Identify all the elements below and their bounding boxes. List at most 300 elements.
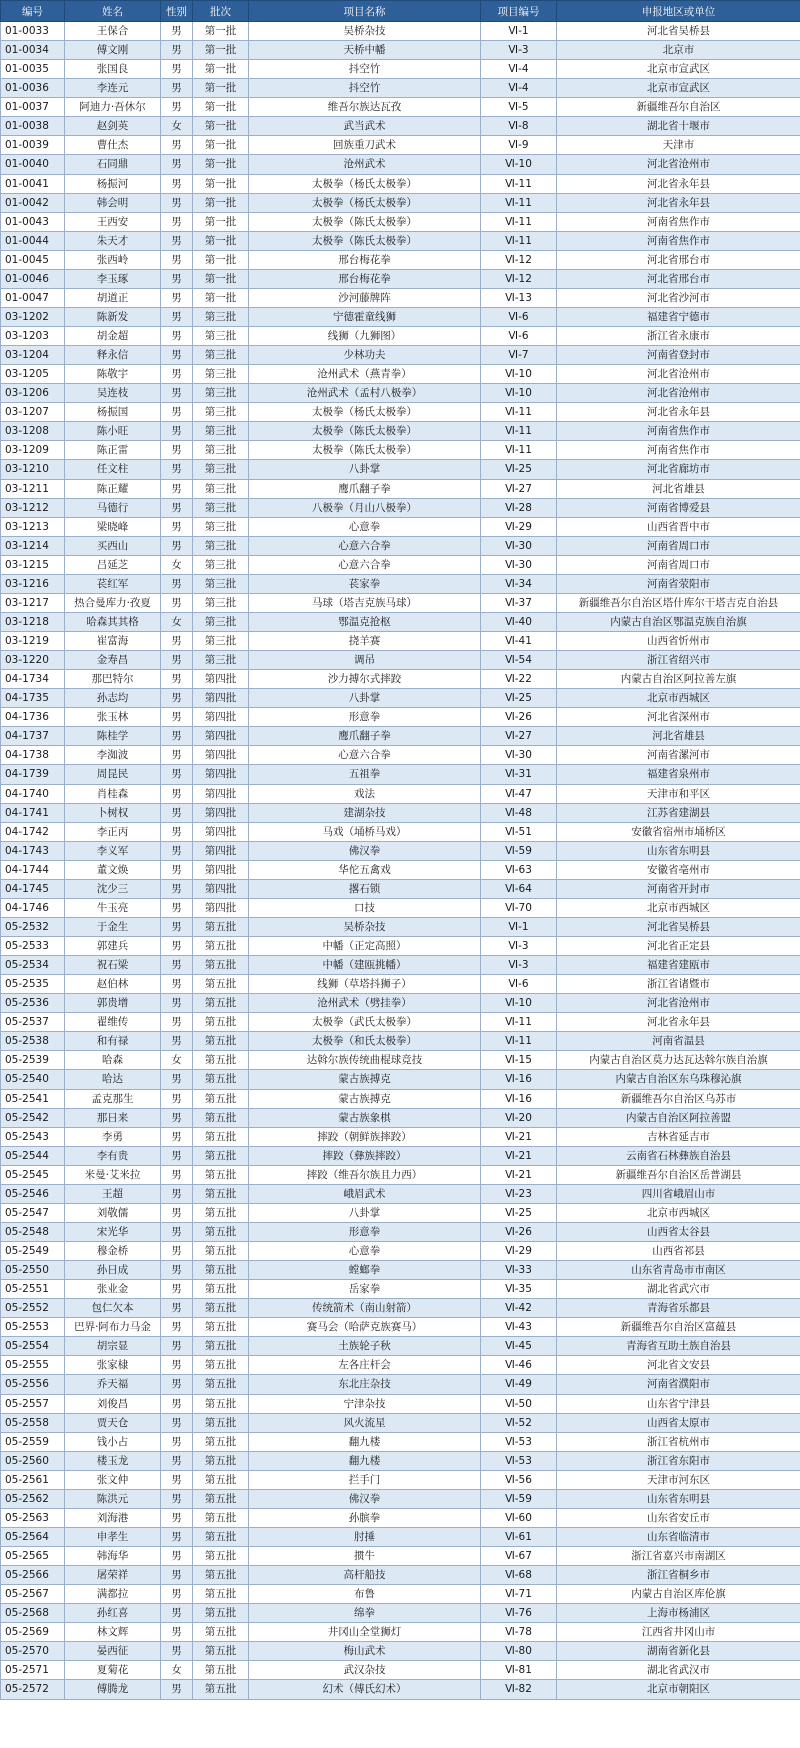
table-row[interactable] bbox=[1, 536, 800, 555]
table-row[interactable] bbox=[1, 574, 800, 593]
table-row[interactable] bbox=[1, 1566, 800, 1585]
cell-gender: 男 bbox=[161, 1585, 193, 1604]
cell-project-name: 左各庄杆会 bbox=[249, 1356, 481, 1375]
cell-gender: 男 bbox=[161, 441, 193, 460]
cell-project-name: 中幡（建瓯挑幡） bbox=[249, 956, 481, 975]
table-row[interactable] bbox=[1, 784, 800, 803]
table-row[interactable] bbox=[1, 498, 800, 517]
table-row[interactable] bbox=[1, 422, 800, 441]
cell-project-name: 太极拳（陈氏太极拳） bbox=[249, 422, 481, 441]
table-row[interactable] bbox=[1, 1032, 800, 1051]
table-row[interactable] bbox=[1, 212, 800, 231]
cell-name: 林文辉 bbox=[65, 1623, 161, 1642]
table-row[interactable] bbox=[1, 1146, 800, 1165]
table-row[interactable] bbox=[1, 479, 800, 498]
table-row[interactable] bbox=[1, 269, 800, 288]
table-row[interactable] bbox=[1, 136, 800, 155]
cell-region: 北京市西城区 bbox=[557, 898, 800, 917]
cell-project-code: Ⅵ-50 bbox=[481, 1394, 557, 1413]
table-row[interactable] bbox=[1, 41, 800, 60]
cell-region: 浙江省嘉兴市南湖区 bbox=[557, 1547, 800, 1566]
cell-gender: 男 bbox=[161, 1356, 193, 1375]
cell-region: 河南省开封市 bbox=[557, 879, 800, 898]
table-row[interactable] bbox=[1, 327, 800, 346]
cell-batch: 第五批 bbox=[193, 1318, 249, 1337]
cell-id: 03-1205 bbox=[1, 365, 65, 384]
table-row[interactable] bbox=[1, 441, 800, 460]
cell-project-code: Ⅵ-40 bbox=[481, 612, 557, 631]
table-row[interactable] bbox=[1, 1413, 800, 1432]
cell-id: 03-1208 bbox=[1, 422, 65, 441]
cell-project-code: Ⅵ-51 bbox=[481, 822, 557, 841]
cell-project-name: 高杆船技 bbox=[249, 1566, 481, 1585]
table-row[interactable] bbox=[1, 1661, 800, 1680]
table-row[interactable] bbox=[1, 994, 800, 1013]
cell-region: 北京市西城区 bbox=[557, 689, 800, 708]
cell-project-code: Ⅵ-5 bbox=[481, 98, 557, 117]
table-row[interactable] bbox=[1, 689, 800, 708]
cell-gender: 男 bbox=[161, 574, 193, 593]
cell-id: 05-2540 bbox=[1, 1070, 65, 1089]
table-row[interactable] bbox=[1, 460, 800, 479]
cell-name: 释永信 bbox=[65, 346, 161, 365]
cell-project-name: 吴桥杂技 bbox=[249, 917, 481, 936]
cell-gender: 男 bbox=[161, 937, 193, 956]
cell-id: 04-1735 bbox=[1, 689, 65, 708]
cell-name: 郭建兵 bbox=[65, 937, 161, 956]
table-row[interactable] bbox=[1, 1680, 800, 1699]
cell-project-code: Ⅵ-10 bbox=[481, 384, 557, 403]
table-row[interactable] bbox=[1, 1222, 800, 1241]
table-row[interactable] bbox=[1, 917, 800, 936]
cell-id: 05-2567 bbox=[1, 1585, 65, 1604]
cell-region: 江西省井冈山市 bbox=[557, 1623, 800, 1642]
cell-name: 哈森其其格 bbox=[65, 612, 161, 631]
cell-project-name: 鹰爪翻子拳 bbox=[249, 479, 481, 498]
cell-batch: 第五批 bbox=[193, 1222, 249, 1241]
cell-region: 河北省邢台市 bbox=[557, 250, 800, 269]
cell-id: 01-0043 bbox=[1, 212, 65, 231]
cell-region: 北京市西城区 bbox=[557, 1203, 800, 1222]
table-row[interactable] bbox=[1, 1470, 800, 1489]
table-row[interactable] bbox=[1, 746, 800, 765]
table-row[interactable] bbox=[1, 174, 800, 193]
cell-name: 陈正耀 bbox=[65, 479, 161, 498]
table-row[interactable] bbox=[1, 60, 800, 79]
column-header-batch[interactable]: 批次 bbox=[193, 1, 249, 22]
cell-id: 01-0035 bbox=[1, 60, 65, 79]
cell-region: 内蒙古自治区莫力达瓦达斡尔族自治旗 bbox=[557, 1051, 800, 1070]
cell-gender: 男 bbox=[161, 1527, 193, 1546]
cell-name: 郭贵增 bbox=[65, 994, 161, 1013]
cell-gender: 男 bbox=[161, 1280, 193, 1299]
cell-project-code: Ⅵ-59 bbox=[481, 841, 557, 860]
column-header-project-code[interactable]: 项目编号 bbox=[481, 1, 557, 22]
cell-project-name: 太极拳（陈氏太极拳） bbox=[249, 212, 481, 231]
cell-project-code: Ⅵ-42 bbox=[481, 1299, 557, 1318]
cell-batch: 第五批 bbox=[193, 1451, 249, 1470]
cell-name: 赵剑英 bbox=[65, 117, 161, 136]
cell-project-name: 调吊 bbox=[249, 651, 481, 670]
cell-id: 01-0041 bbox=[1, 174, 65, 193]
cell-name: 石同鼎 bbox=[65, 155, 161, 174]
cell-id: 03-1219 bbox=[1, 632, 65, 651]
cell-project-code: Ⅵ-11 bbox=[481, 231, 557, 250]
cell-gender: 男 bbox=[161, 803, 193, 822]
table-row[interactable] bbox=[1, 1261, 800, 1280]
table-row[interactable] bbox=[1, 1394, 800, 1413]
table-row[interactable] bbox=[1, 288, 800, 307]
cell-id: 05-2546 bbox=[1, 1184, 65, 1203]
table-row[interactable] bbox=[1, 1508, 800, 1527]
cell-id: 05-2533 bbox=[1, 937, 65, 956]
cell-id: 05-2572 bbox=[1, 1680, 65, 1699]
table-row[interactable] bbox=[1, 155, 800, 174]
cell-region: 河南省焦作市 bbox=[557, 422, 800, 441]
cell-gender: 男 bbox=[161, 727, 193, 746]
cell-batch: 第五批 bbox=[193, 1280, 249, 1299]
cell-project-name: 孙膑拳 bbox=[249, 1508, 481, 1527]
table-row[interactable] bbox=[1, 975, 800, 994]
cell-region: 新疆维吾尔自治区 bbox=[557, 98, 800, 117]
cell-region: 内蒙古自治区阿拉善左旗 bbox=[557, 670, 800, 689]
cell-project-code: Ⅵ-4 bbox=[481, 79, 557, 98]
cell-region: 天津市 bbox=[557, 136, 800, 155]
cell-region: 河北省吴桥县 bbox=[557, 22, 800, 41]
cell-batch: 第五批 bbox=[193, 1642, 249, 1661]
table-row[interactable] bbox=[1, 841, 800, 860]
cell-batch: 第一批 bbox=[193, 269, 249, 288]
table-row[interactable] bbox=[1, 1203, 800, 1222]
table-row[interactable] bbox=[1, 1432, 800, 1451]
table-row[interactable] bbox=[1, 384, 800, 403]
cell-batch: 第一批 bbox=[193, 22, 249, 41]
cell-batch: 第一批 bbox=[193, 155, 249, 174]
cell-region: 河南省焦作市 bbox=[557, 231, 800, 250]
cell-gender: 男 bbox=[161, 1680, 193, 1699]
table-row[interactable] bbox=[1, 879, 800, 898]
table-row[interactable] bbox=[1, 79, 800, 98]
cell-region: 河北省文安县 bbox=[557, 1356, 800, 1375]
table-row[interactable] bbox=[1, 1108, 800, 1127]
cell-id: 05-2545 bbox=[1, 1165, 65, 1184]
cell-region: 河北省沧州市 bbox=[557, 994, 800, 1013]
cell-project-code: Ⅵ-81 bbox=[481, 1661, 557, 1680]
cell-gender: 男 bbox=[161, 498, 193, 517]
table-row[interactable] bbox=[1, 98, 800, 117]
table-row[interactable] bbox=[1, 1356, 800, 1375]
cell-project-code: Ⅵ-70 bbox=[481, 898, 557, 917]
table-row[interactable] bbox=[1, 403, 800, 422]
cell-region: 河北省吴桥县 bbox=[557, 917, 800, 936]
cell-batch: 第一批 bbox=[193, 174, 249, 193]
table-row[interactable] bbox=[1, 365, 800, 384]
cell-id: 05-2563 bbox=[1, 1508, 65, 1527]
cell-batch: 第三批 bbox=[193, 498, 249, 517]
cell-project-name: 撂石锁 bbox=[249, 879, 481, 898]
cell-id: 05-2557 bbox=[1, 1394, 65, 1413]
cell-batch: 第四批 bbox=[193, 803, 249, 822]
cell-batch: 第五批 bbox=[193, 1508, 249, 1527]
cell-project-name: 沧州武术（劈挂拳） bbox=[249, 994, 481, 1013]
cell-gender: 男 bbox=[161, 60, 193, 79]
cell-batch: 第三批 bbox=[193, 460, 249, 479]
table-row[interactable] bbox=[1, 822, 800, 841]
cell-id: 05-2536 bbox=[1, 994, 65, 1013]
table-row[interactable] bbox=[1, 651, 800, 670]
table-row[interactable] bbox=[1, 1337, 800, 1356]
cell-project-name: 挠羊赛 bbox=[249, 632, 481, 651]
cell-name: 马德行 bbox=[65, 498, 161, 517]
cell-project-code: Ⅵ-33 bbox=[481, 1261, 557, 1280]
cell-project-name: 蒙古族搏克 bbox=[249, 1070, 481, 1089]
table-row[interactable] bbox=[1, 1242, 800, 1261]
cell-id: 03-1210 bbox=[1, 460, 65, 479]
table-row[interactable] bbox=[1, 860, 800, 879]
table-row[interactable] bbox=[1, 593, 800, 612]
cell-id: 01-0038 bbox=[1, 117, 65, 136]
cell-project-code: Ⅵ-48 bbox=[481, 803, 557, 822]
cell-name: 包仁欠本 bbox=[65, 1299, 161, 1318]
cell-project-code: Ⅵ-71 bbox=[481, 1585, 557, 1604]
cell-project-name: 回族重刀武术 bbox=[249, 136, 481, 155]
cell-batch: 第五批 bbox=[193, 1032, 249, 1051]
cell-project-code: Ⅵ-1 bbox=[481, 22, 557, 41]
cell-region: 新疆维吾尔自治区富蕴县 bbox=[557, 1318, 800, 1337]
cell-project-code: Ⅵ-6 bbox=[481, 307, 557, 326]
cell-name: 于金生 bbox=[65, 917, 161, 936]
cell-batch: 第三批 bbox=[193, 479, 249, 498]
cell-project-name: 布鲁 bbox=[249, 1585, 481, 1604]
cell-region: 山西省太谷县 bbox=[557, 1222, 800, 1241]
table-row[interactable] bbox=[1, 1527, 800, 1546]
cell-batch: 第三批 bbox=[193, 651, 249, 670]
table-row[interactable] bbox=[1, 1318, 800, 1337]
column-header-region[interactable]: 申报地区或单位 bbox=[557, 1, 800, 22]
table-row[interactable] bbox=[1, 1184, 800, 1203]
cell-id: 05-2559 bbox=[1, 1432, 65, 1451]
cell-project-code: Ⅵ-11 bbox=[481, 212, 557, 231]
table-row[interactable] bbox=[1, 727, 800, 746]
table-row[interactable] bbox=[1, 1623, 800, 1642]
table-row[interactable] bbox=[1, 612, 800, 631]
cell-id: 04-1737 bbox=[1, 727, 65, 746]
cell-name: 梁晓峰 bbox=[65, 517, 161, 536]
cell-project-name: 心意拳 bbox=[249, 1242, 481, 1261]
column-header-id[interactable]: 编号 bbox=[1, 1, 65, 22]
cell-project-name: 形意拳 bbox=[249, 1222, 481, 1241]
cell-id: 05-2570 bbox=[1, 1642, 65, 1661]
cell-gender: 男 bbox=[161, 1032, 193, 1051]
cell-id: 05-2537 bbox=[1, 1013, 65, 1032]
cell-id: 01-0034 bbox=[1, 41, 65, 60]
table-row[interactable] bbox=[1, 117, 800, 136]
column-header-name[interactable]: 姓名 bbox=[65, 1, 161, 22]
cell-batch: 第三批 bbox=[193, 403, 249, 422]
table-row[interactable] bbox=[1, 250, 800, 269]
table-row[interactable] bbox=[1, 231, 800, 250]
cell-name: 吴连枝 bbox=[65, 384, 161, 403]
cell-project-name: 沙力搏尔式摔跤 bbox=[249, 670, 481, 689]
cell-id: 03-1218 bbox=[1, 612, 65, 631]
cell-gender: 男 bbox=[161, 212, 193, 231]
table-row[interactable] bbox=[1, 22, 800, 41]
cell-id: 04-1744 bbox=[1, 860, 65, 879]
cell-project-code: Ⅵ-64 bbox=[481, 879, 557, 898]
cell-region: 河北省正定县 bbox=[557, 937, 800, 956]
cell-name: 胡金超 bbox=[65, 327, 161, 346]
table-row[interactable] bbox=[1, 1375, 800, 1394]
cell-batch: 第三批 bbox=[193, 574, 249, 593]
cell-project-code: Ⅵ-41 bbox=[481, 632, 557, 651]
cell-name: 李洳波 bbox=[65, 746, 161, 765]
cell-project-code: Ⅵ-15 bbox=[481, 1051, 557, 1070]
cell-name: 周昆民 bbox=[65, 765, 161, 784]
cell-id: 03-1202 bbox=[1, 307, 65, 326]
cell-region: 山东省青岛市市南区 bbox=[557, 1261, 800, 1280]
cell-project-code: Ⅵ-35 bbox=[481, 1280, 557, 1299]
cell-id: 05-2534 bbox=[1, 956, 65, 975]
cell-batch: 第五批 bbox=[193, 1165, 249, 1184]
cell-project-code: Ⅵ-25 bbox=[481, 460, 557, 479]
table-row[interactable] bbox=[1, 1547, 800, 1566]
cell-gender: 男 bbox=[161, 1642, 193, 1661]
table-row[interactable] bbox=[1, 1070, 800, 1089]
cell-batch: 第五批 bbox=[193, 994, 249, 1013]
cell-id: 01-0036 bbox=[1, 79, 65, 98]
cell-batch: 第三批 bbox=[193, 384, 249, 403]
cell-gender: 男 bbox=[161, 1261, 193, 1280]
table-row[interactable] bbox=[1, 898, 800, 917]
cell-project-code: Ⅵ-67 bbox=[481, 1547, 557, 1566]
table-row[interactable] bbox=[1, 1642, 800, 1661]
table-row[interactable] bbox=[1, 632, 800, 651]
table-row[interactable] bbox=[1, 1604, 800, 1623]
cell-gender: 男 bbox=[161, 422, 193, 441]
cell-region: 浙江省桐乡市 bbox=[557, 1566, 800, 1585]
cell-id: 01-0037 bbox=[1, 98, 65, 117]
table-row[interactable] bbox=[1, 1127, 800, 1146]
cell-batch: 第五批 bbox=[193, 1070, 249, 1089]
cell-id: 03-1215 bbox=[1, 555, 65, 574]
cell-gender: 男 bbox=[161, 365, 193, 384]
cell-id: 05-2538 bbox=[1, 1032, 65, 1051]
table-row[interactable] bbox=[1, 765, 800, 784]
cell-batch: 第五批 bbox=[193, 1337, 249, 1356]
table-row[interactable] bbox=[1, 803, 800, 822]
cell-project-name: 形意拳 bbox=[249, 708, 481, 727]
cell-name: 热合曼库力·孜夏 bbox=[65, 593, 161, 612]
cell-region: 安徽省亳州市 bbox=[557, 860, 800, 879]
cell-project-name: 赛马会（哈萨克族赛马） bbox=[249, 1318, 481, 1337]
table-row[interactable] bbox=[1, 708, 800, 727]
column-header-project-name[interactable]: 项目名称 bbox=[249, 1, 481, 22]
cell-gender: 男 bbox=[161, 79, 193, 98]
cell-name: 祝石梁 bbox=[65, 956, 161, 975]
table-row[interactable] bbox=[1, 307, 800, 326]
table-row[interactable] bbox=[1, 193, 800, 212]
cell-id: 05-2550 bbox=[1, 1261, 65, 1280]
cell-name: 和有禄 bbox=[65, 1032, 161, 1051]
table-row[interactable] bbox=[1, 1165, 800, 1184]
column-header-gender[interactable]: 性别 bbox=[161, 1, 193, 22]
cell-gender: 男 bbox=[161, 632, 193, 651]
cell-region: 河北省深州市 bbox=[557, 708, 800, 727]
cell-project-name: 心意六合拳 bbox=[249, 555, 481, 574]
cell-project-code: Ⅵ-47 bbox=[481, 784, 557, 803]
table-row[interactable] bbox=[1, 670, 800, 689]
cell-batch: 第一批 bbox=[193, 288, 249, 307]
cell-gender: 男 bbox=[161, 1318, 193, 1337]
cell-name: 杨振河 bbox=[65, 174, 161, 193]
table-row[interactable] bbox=[1, 1013, 800, 1032]
cell-region: 河北省永年县 bbox=[557, 403, 800, 422]
cell-batch: 第五批 bbox=[193, 1242, 249, 1261]
table-row[interactable] bbox=[1, 1280, 800, 1299]
cell-gender: 男 bbox=[161, 1070, 193, 1089]
cell-id: 04-1738 bbox=[1, 746, 65, 765]
cell-id: 05-2565 bbox=[1, 1547, 65, 1566]
table-row[interactable] bbox=[1, 1451, 800, 1470]
cell-gender: 女 bbox=[161, 1051, 193, 1070]
table-row[interactable] bbox=[1, 555, 800, 574]
cell-name: 买西山 bbox=[65, 536, 161, 555]
cell-batch: 第五批 bbox=[193, 1566, 249, 1585]
cell-name: 翟维传 bbox=[65, 1013, 161, 1032]
cell-batch: 第四批 bbox=[193, 898, 249, 917]
cell-project-name: 土族轮子秋 bbox=[249, 1337, 481, 1356]
table-row[interactable] bbox=[1, 1489, 800, 1508]
cell-gender: 男 bbox=[161, 1451, 193, 1470]
cell-name: 张文仲 bbox=[65, 1470, 161, 1489]
table-row[interactable] bbox=[1, 1299, 800, 1318]
table-row[interactable] bbox=[1, 937, 800, 956]
cell-batch: 第四批 bbox=[193, 727, 249, 746]
cell-batch: 第三批 bbox=[193, 422, 249, 441]
table-row[interactable] bbox=[1, 956, 800, 975]
cell-project-name: 太极拳（陈氏太极拳） bbox=[249, 441, 481, 460]
cell-project-name: 宁德霍童线狮 bbox=[249, 307, 481, 326]
cell-project-code: Ⅵ-82 bbox=[481, 1680, 557, 1699]
table-row[interactable] bbox=[1, 346, 800, 365]
table-row[interactable] bbox=[1, 517, 800, 536]
cell-name: 陈洪元 bbox=[65, 1489, 161, 1508]
cell-region: 河南省登封市 bbox=[557, 346, 800, 365]
cell-id: 05-2571 bbox=[1, 1661, 65, 1680]
table-row[interactable] bbox=[1, 1585, 800, 1604]
cell-id: 05-2561 bbox=[1, 1470, 65, 1489]
cell-region: 浙江省永康市 bbox=[557, 327, 800, 346]
cell-project-name: 建湖杂技 bbox=[249, 803, 481, 822]
cell-name: 孙红喜 bbox=[65, 1604, 161, 1623]
cell-name: 孙日成 bbox=[65, 1261, 161, 1280]
cell-project-code: Ⅵ-11 bbox=[481, 1032, 557, 1051]
table-row[interactable] bbox=[1, 1051, 800, 1070]
cell-batch: 第四批 bbox=[193, 708, 249, 727]
table-row[interactable] bbox=[1, 1089, 800, 1108]
cell-project-name: 拦手门 bbox=[249, 1470, 481, 1489]
cell-batch: 第三批 bbox=[193, 555, 249, 574]
cell-id: 05-2542 bbox=[1, 1108, 65, 1127]
cell-name: 陈正雷 bbox=[65, 441, 161, 460]
cell-batch: 第四批 bbox=[193, 822, 249, 841]
cell-region: 内蒙古自治区库伦旗 bbox=[557, 1585, 800, 1604]
cell-region: 河北省沧州市 bbox=[557, 384, 800, 403]
cell-name: 张业金 bbox=[65, 1280, 161, 1299]
cell-batch: 第一批 bbox=[193, 231, 249, 250]
cell-gender: 男 bbox=[161, 1127, 193, 1146]
cell-project-name: 心意六合拳 bbox=[249, 536, 481, 555]
